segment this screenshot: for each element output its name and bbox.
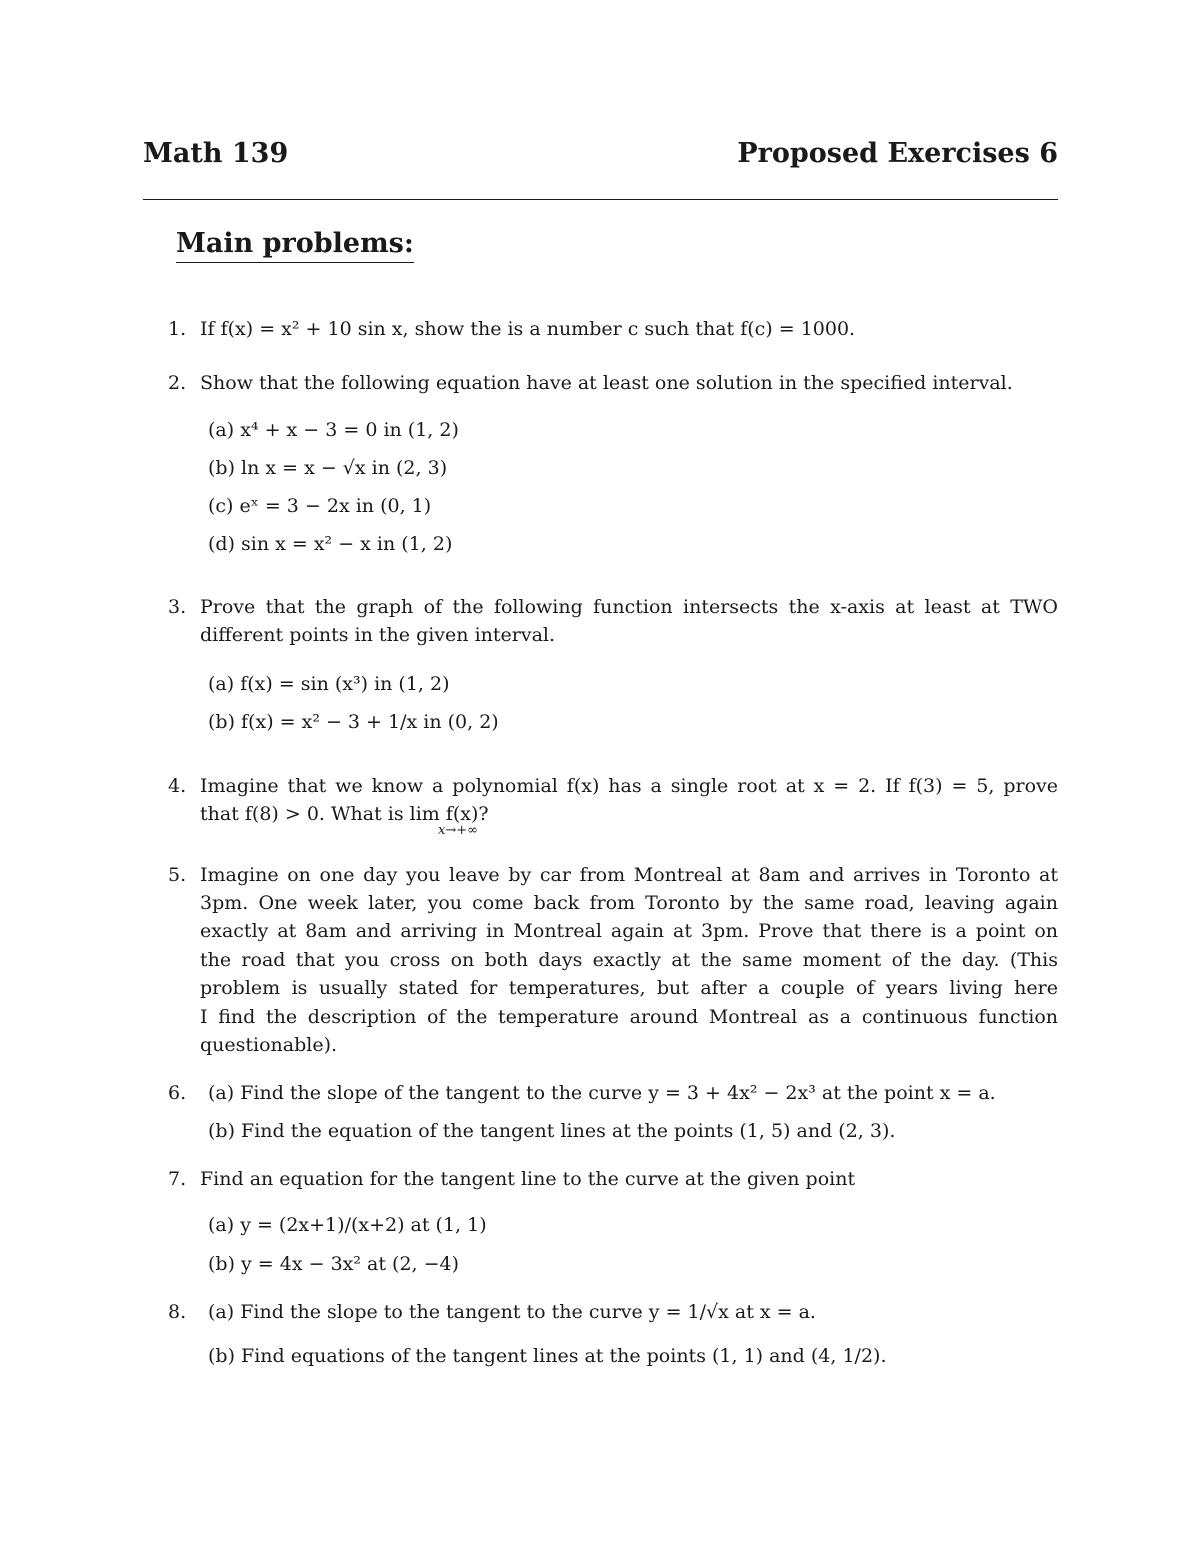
problem-6-number: 6. xyxy=(168,1082,187,1104)
problem-2d: (d) sin x = x² − x in (1, 2) xyxy=(208,533,453,555)
problem-8a: (a) Find the slope to the tangent to the curve y = 1/√x at x = a. xyxy=(208,1301,816,1323)
header-divider xyxy=(143,199,1058,200)
problem-7a: (a) y = (2x+1)/(x+2) at (1, 1) xyxy=(208,1214,487,1236)
limit-subscript: x→+∞ xyxy=(438,823,478,838)
problem-5-line: problem is usually stated for temperatures, but after a couple of years living here xyxy=(200,977,1058,999)
problem-1-text: If f(x) = x² + 10 sin x, show the is a number c such that f(c) = 1000. xyxy=(200,318,856,340)
problem-5-line: Imagine on one day you leave by car from Montreal at 8am and arrives in Toronto at xyxy=(200,864,1058,886)
problem-3-number: 3. xyxy=(168,596,187,618)
problem-5-line: questionable). xyxy=(200,1034,338,1056)
problem-2-number: 2. xyxy=(168,372,187,394)
sheet-title: Proposed Exercises 6 xyxy=(737,138,1058,169)
problem-3b: (b) f(x) = x² − 3 + 1/x in (0, 2) xyxy=(208,711,499,733)
problem-4-line-1: Imagine that we know a polynomial f(x) has a single root at x = 2. If f(3) = 5, prove xyxy=(200,775,1058,797)
problem-5-line: I find the description of the temperature around Montreal as a continuous function xyxy=(200,1006,1058,1028)
problem-7b: (b) y = 4x − 3x² at (2, −4) xyxy=(208,1253,460,1275)
problem-3-line-1: Prove that the graph of the following function intersects the x-axis at least at TWO xyxy=(200,596,1058,618)
problem-2c: (c) eˣ = 3 − 2x in (0, 1) xyxy=(208,495,432,517)
problem-2b: (b) ln x = x − √x in (2, 3) xyxy=(208,457,448,479)
problem-4-number: 4. xyxy=(168,775,187,797)
problem-3a: (a) f(x) = sin (x³) in (1, 2) xyxy=(208,673,450,695)
problem-5-line: the road that you cross on both days exactly at the same moment of the day. (This xyxy=(200,949,1058,971)
problem-2a: (a) x⁴ + x − 3 = 0 in (1, 2) xyxy=(208,419,459,441)
course-title: Math 139 xyxy=(143,138,289,169)
problem-2-text: Show that the following equation have at least one solution in the specified interval. xyxy=(200,372,1013,394)
problem-7-text: Find an equation for the tangent line to the curve at the given point xyxy=(200,1168,856,1190)
problem-6b: (b) Find the equation of the tangent lines at the points (1, 5) and (2, 3). xyxy=(208,1120,896,1142)
problem-5-number: 5. xyxy=(168,864,187,886)
problem-1-number: 1. xyxy=(168,318,187,340)
problem-5-line: 3pm. One week later, you come back from Toronto by the same road, leaving again xyxy=(200,892,1058,914)
problem-5-line: exactly at 8am and arriving in Montreal again at 3pm. Prove that there is a point on xyxy=(200,920,1058,942)
problem-3-line-2: different points in the given interval. xyxy=(200,624,556,646)
problem-8b: (b) Find equations of the tangent lines at the points (1, 1) and (4, 1/2). xyxy=(208,1345,887,1367)
section-heading: Main problems: xyxy=(176,228,414,263)
problem-4-line-2: that f(8) > 0. What is lim f(x)? xyxy=(200,803,489,825)
problem-8-number: 8. xyxy=(168,1301,187,1323)
problem-7-number: 7. xyxy=(168,1168,187,1190)
problem-6a: (a) Find the slope of the tangent to the curve y = 3 + 4x² − 2x³ at the point x = a. xyxy=(208,1082,996,1104)
